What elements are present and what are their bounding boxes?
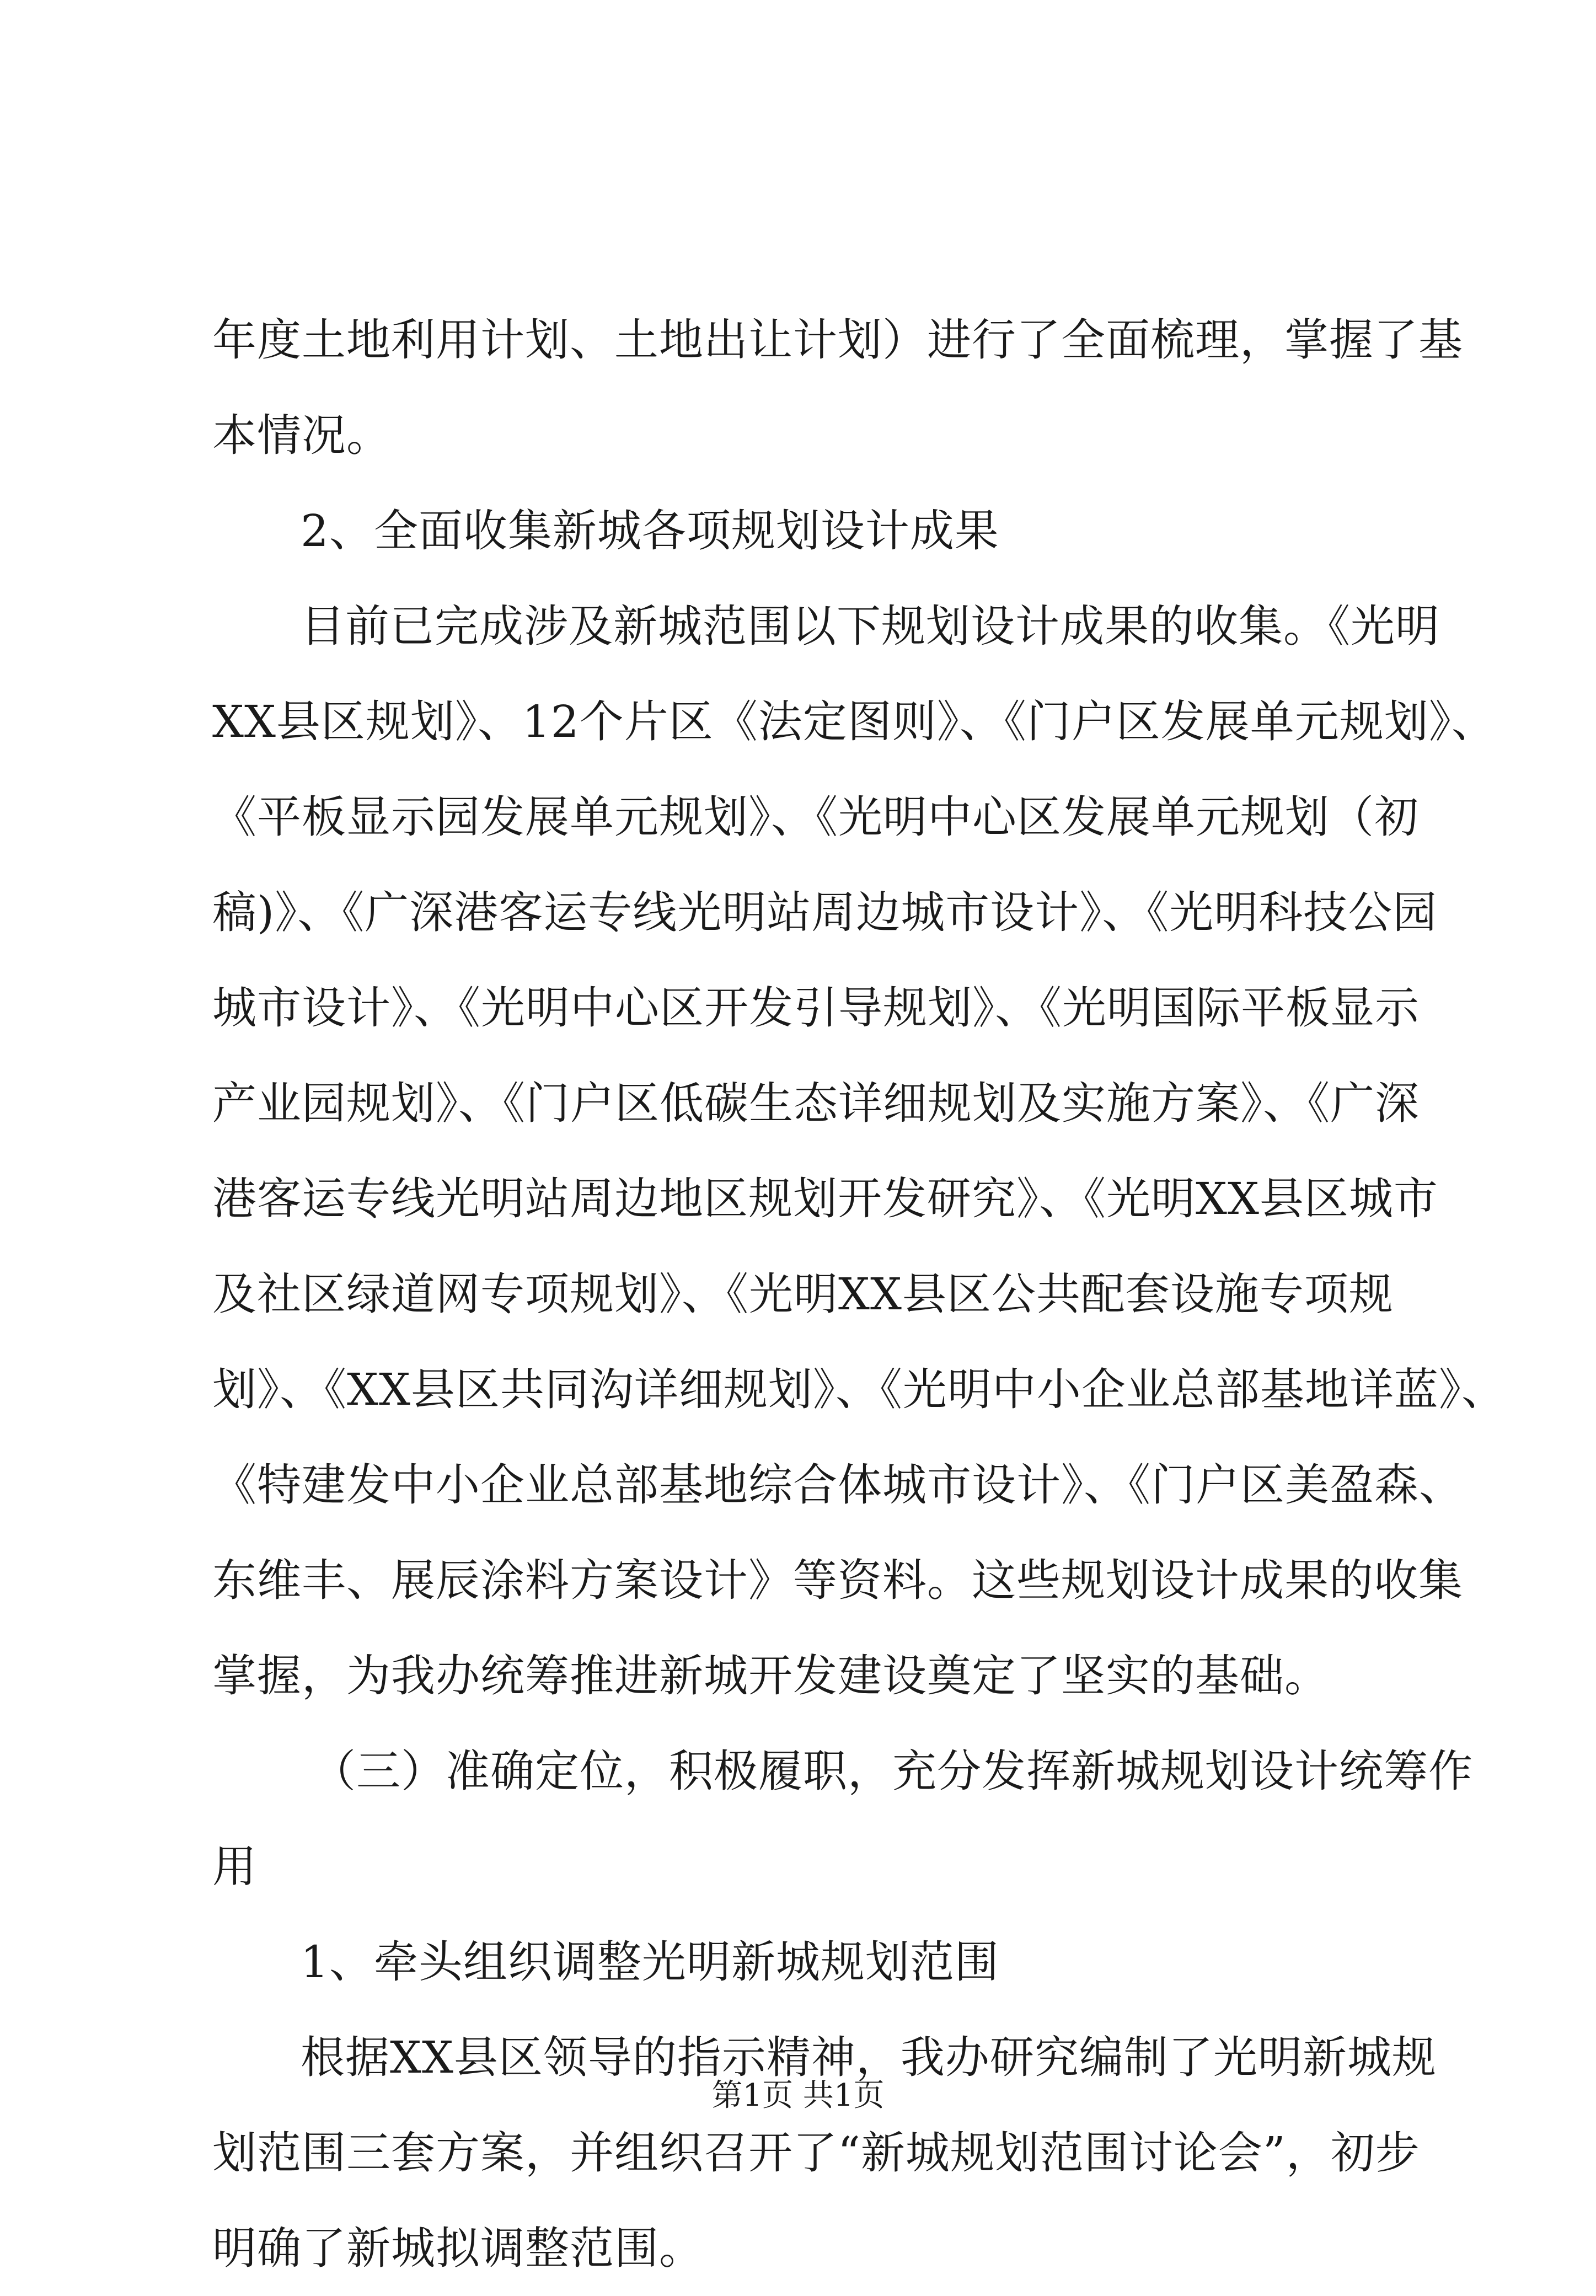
text-line: 城市设计》、《光明中心区开发引导规划》、《光明国际平板显示 bbox=[212, 982, 1420, 1034]
text-line: 东维丰、展辰涂料方案设计》等资料。这些规划设计成果的收集 bbox=[212, 1555, 1463, 1606]
text-line: 明确了新城拟调整范围。 bbox=[212, 2223, 704, 2274]
text-line: 及社区绿道网专项规划》、《光明XX县区公共配套设施专项规 bbox=[212, 1269, 1394, 1320]
section-heading: 2、全面收集新城各项规划设计成果 bbox=[301, 505, 999, 556]
page-number-footer: 第1页 共1页 bbox=[711, 2078, 885, 2113]
section-heading: （三）准确定位，积极履职，充分发挥新城规划设计统筹作 bbox=[312, 1746, 1473, 1797]
text-line: 《特建发中小企业总部基地综合体城市设计》、《门户区美盈森、 bbox=[212, 1459, 1464, 1511]
text-line: 《平板显示园发展单元规划》、《光明中心区发展单元规划（初 bbox=[212, 791, 1419, 843]
text-line: 本情况。 bbox=[212, 410, 391, 461]
text-line: 稿)》、《广深港客运专线光明站周边城市设计》、《光明科技公园 bbox=[212, 887, 1438, 938]
document-body bbox=[212, 292, 1506, 2296]
text-line: 掌握，为我办统筹推进新城开发建设奠定了坚实的基础。 bbox=[212, 1650, 1329, 1701]
text-line: 划》、《XX县区共同沟详细规划》、《光明中小企业总部基地详蓝》、 bbox=[212, 1364, 1506, 1415]
text-line: 年度土地利用计划、土地出让计划）进行了全面梳理，掌握了基 bbox=[212, 314, 1463, 366]
text-line: XX县区规划》、12个片区《法定图则》、《门户区发展单元规划》、 bbox=[212, 696, 1496, 747]
text-line: 产业园规划》、《门户区低碳生态详细规划及实施方案》、《广深 bbox=[212, 1078, 1420, 1129]
text-line: 目前已完成涉及新城范围以下规划设计成果的收集。《光明 bbox=[301, 601, 1440, 652]
text-line: 划范围三套方案，并组织召开了“新城规划范围讨论会”，初步 bbox=[212, 2127, 1420, 2179]
text-line: 用 bbox=[212, 1841, 257, 1892]
text-line: 根据XX县区领导的指示精神，我办研究编制了光明新城规 bbox=[301, 2032, 1437, 2083]
text-line: 港客运专线光明站周边地区规划开发研究》、《光明XX县区城市 bbox=[212, 1173, 1438, 1224]
section-heading: 1、牵头组织调整光明新城规划范围 bbox=[301, 1936, 999, 1988]
